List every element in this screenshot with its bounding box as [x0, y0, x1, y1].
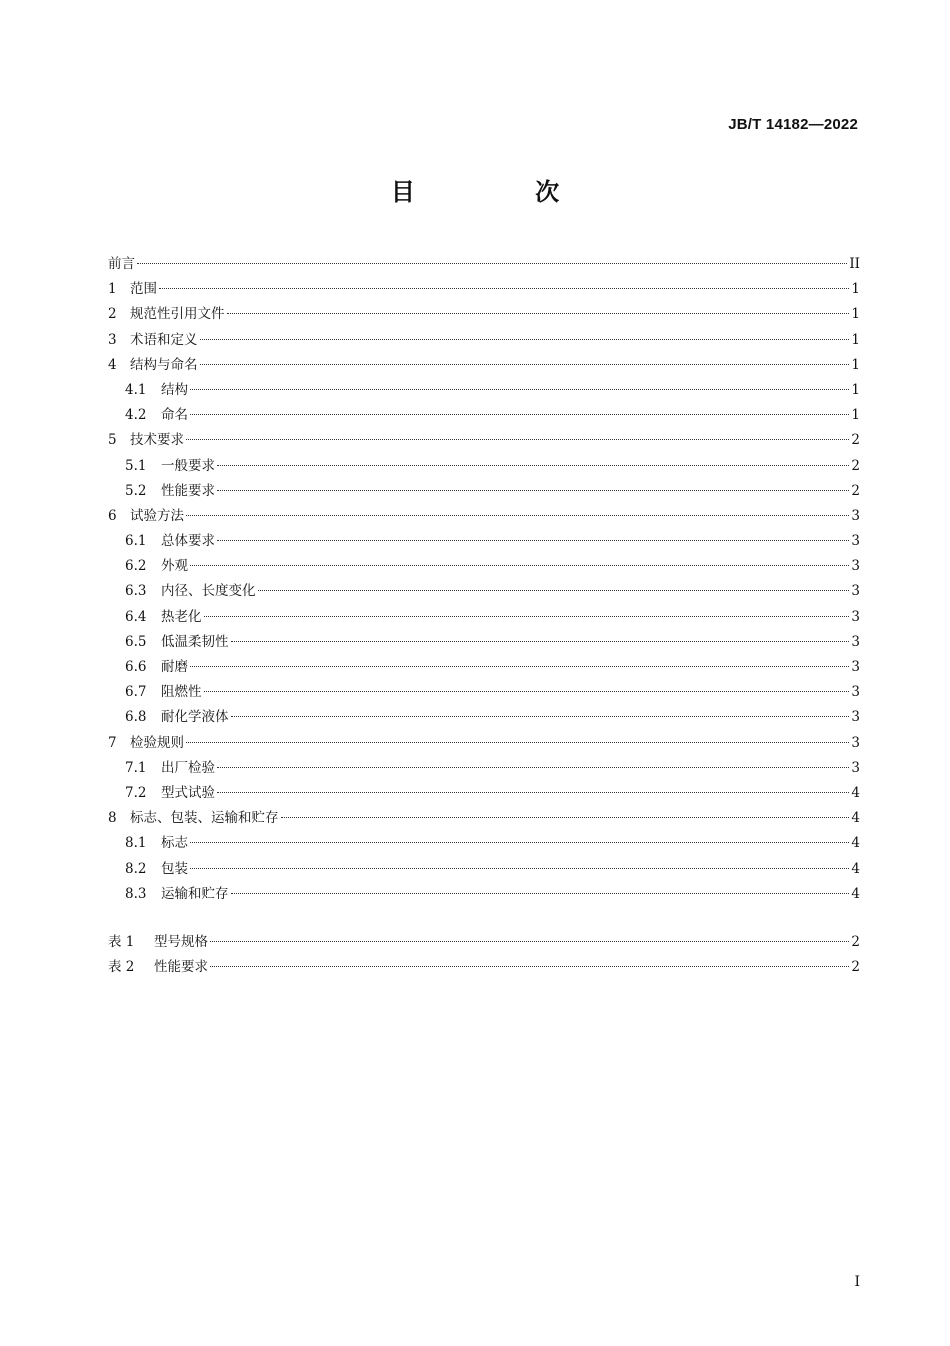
toc-entry-label: 型式试验	[161, 784, 215, 801]
toc-entry-page: 2	[851, 934, 860, 950]
toc-entry-label: 结构与命名	[130, 356, 198, 373]
toc-entry-label: 术语和定义	[130, 331, 198, 348]
toc-entry-label: 标志、包装、运输和贮存	[130, 810, 279, 827]
toc-entry-page: 3	[851, 734, 860, 751]
table-of-contents	[108, 252, 860, 907]
toc-entry-number: 6.3	[125, 583, 147, 600]
toc-entry-number: 表 2	[108, 959, 135, 976]
toc-entry[interactable]	[108, 353, 860, 378]
toc-entry-label: 检验规则	[130, 734, 184, 751]
toc-entry[interactable]	[108, 955, 860, 980]
toc-entry-page: 2	[851, 482, 860, 499]
dot-leader	[281, 817, 850, 818]
toc-entry-page: 2	[851, 457, 860, 474]
toc-entry-page: 2	[851, 432, 860, 449]
toc-entry-page: 3	[851, 507, 860, 524]
toc-entry[interactable]	[108, 930, 860, 955]
toc-entry[interactable]	[108, 328, 860, 353]
toc-entry[interactable]	[108, 579, 860, 604]
dot-leader	[190, 389, 849, 390]
dot-leader	[186, 742, 849, 743]
toc-entry-number: 1	[108, 281, 117, 298]
toc-entry-page: 1	[851, 407, 860, 424]
dot-leader	[204, 691, 850, 692]
toc-entry-label: 技术要求	[130, 432, 184, 449]
toc-entry-number: 7.2	[125, 784, 147, 801]
toc-entry-label: 性能要求	[154, 959, 208, 976]
toc-entry[interactable]	[108, 806, 860, 831]
toc-entry-number: 5.1	[125, 457, 147, 474]
toc-entry-number: 7.1	[125, 759, 147, 776]
toc-entry-page: 1	[851, 331, 860, 348]
page-title: 目 次	[390, 178, 616, 206]
toc-entry[interactable]	[108, 705, 860, 730]
toc-entry-page: 4	[851, 810, 860, 827]
dot-leader	[231, 641, 850, 642]
toc-entry-page: 4	[851, 784, 860, 801]
dot-leader	[190, 565, 849, 566]
toc-entry-number: 6.1	[125, 533, 147, 550]
dot-leader	[186, 515, 849, 516]
dot-leader	[190, 868, 849, 869]
dot-leader	[217, 540, 849, 541]
toc-entry-label: 出厂检验	[161, 759, 215, 776]
toc-entry[interactable]	[108, 680, 860, 705]
toc-entry[interactable]	[108, 756, 860, 781]
toc-entry[interactable]	[108, 454, 860, 479]
toc-entry-page: 3	[851, 558, 860, 575]
toc-entry-label: 命名	[161, 407, 188, 424]
toc-entry-page: 3	[851, 659, 860, 675]
toc-entry-label: 一般要求	[161, 457, 215, 474]
toc-entry-page: 3	[851, 583, 860, 600]
dot-leader	[190, 842, 849, 843]
standard-code: JB/T 14182—2022	[728, 116, 858, 133]
toc-entry[interactable]	[108, 731, 860, 756]
toc-entry-page: 3	[851, 684, 860, 701]
dot-leader	[210, 966, 849, 967]
toc-entry[interactable]	[108, 378, 860, 403]
toc-entry-number: 表 1	[108, 934, 135, 950]
toc-entry-page: 4	[851, 885, 860, 902]
toc-entry-label: 范围	[130, 281, 157, 298]
toc-entry-number: 4.2	[125, 407, 147, 424]
dot-leader	[217, 767, 849, 768]
toc-entry-page: 3	[851, 759, 860, 776]
toc-entry-number: 8	[108, 810, 117, 827]
dot-leader	[204, 616, 850, 617]
toc-entry-number: 6.6	[125, 659, 147, 675]
dot-leader	[231, 893, 850, 894]
dot-leader	[258, 590, 850, 591]
toc-entry-label: 包装	[161, 860, 188, 877]
toc-entry[interactable]	[108, 831, 860, 856]
dot-leader	[190, 414, 849, 415]
toc-entry-number: 6.2	[125, 558, 147, 575]
toc-entry-number: 6.5	[125, 633, 147, 650]
toc-entry[interactable]	[108, 302, 860, 327]
toc-entry-label: 外观	[161, 558, 188, 575]
toc-entry-number: 7	[108, 734, 117, 751]
toc-entry[interactable]	[108, 882, 860, 907]
toc-entry[interactable]	[108, 277, 860, 302]
toc-entry-number: 3	[108, 331, 117, 348]
toc-entry-label: 阻燃性	[161, 684, 202, 701]
toc-entry-page: 4	[851, 835, 860, 852]
toc-entry-label: 内径、长度变化	[161, 583, 256, 600]
dot-leader	[210, 941, 849, 942]
toc-entry[interactable]	[108, 252, 860, 277]
page-number: I	[854, 1274, 860, 1290]
dot-leader	[217, 490, 849, 491]
toc-entry[interactable]	[108, 479, 860, 504]
toc-entry[interactable]	[108, 630, 860, 655]
toc-entry-label: 结构	[161, 381, 188, 398]
toc-entry-number: 8.1	[125, 835, 147, 852]
dot-leader	[186, 439, 849, 440]
toc-entry-number: 4.1	[125, 381, 147, 398]
toc-entry-page: 1	[851, 281, 860, 298]
toc-entry-label: 运输和贮存	[161, 885, 229, 902]
dot-leader	[231, 716, 850, 717]
toc-entry-page: 1	[851, 381, 860, 398]
dot-leader	[200, 339, 850, 340]
toc-entry-page: 2	[851, 959, 860, 976]
toc-entry[interactable]	[108, 504, 860, 529]
toc-entry[interactable]	[108, 428, 860, 453]
dot-leader	[190, 666, 849, 667]
toc-entry-number: 2	[108, 306, 117, 323]
toc-entry[interactable]	[108, 857, 860, 882]
toc-entry[interactable]	[108, 554, 860, 579]
toc-entry-label: 耐化学液体	[161, 709, 229, 726]
toc-entry-number: 8.2	[125, 860, 147, 877]
toc-entry[interactable]	[108, 781, 860, 806]
toc-entry-page: 3	[851, 608, 860, 625]
toc-entry-label: 总体要求	[161, 533, 215, 550]
toc-entry-page: 3	[851, 533, 860, 550]
toc-entry-number: 5	[108, 432, 117, 449]
toc-entry-page: II	[849, 256, 860, 272]
toc-entry-number: 4	[108, 356, 117, 373]
dot-leader	[159, 288, 849, 289]
toc-entry-number: 6.7	[125, 684, 147, 701]
toc-entry-number: 6.8	[125, 709, 147, 726]
toc-entry-label: 型号规格	[154, 934, 208, 950]
toc-entry-label: 规范性引用文件	[130, 306, 225, 323]
toc-entry-label: 耐磨	[161, 659, 188, 675]
toc-entry-number: 6.4	[125, 608, 147, 625]
toc-entry-number: 8.3	[125, 885, 147, 902]
toc-entry-label: 低温柔韧性	[161, 633, 229, 650]
toc-entry-page: 3	[851, 709, 860, 726]
dot-leader	[217, 465, 849, 466]
dot-leader	[137, 263, 847, 264]
dot-leader	[227, 313, 850, 314]
toc-entry-label: 前言	[108, 256, 135, 272]
toc-entry-label: 试验方法	[130, 507, 184, 524]
toc-entry[interactable]	[108, 529, 860, 554]
toc-entry-label: 性能要求	[161, 482, 215, 499]
toc-entry-page: 3	[851, 633, 860, 650]
dot-leader	[217, 792, 849, 793]
toc-entry-label: 标志	[161, 835, 188, 852]
toc-entry[interactable]	[108, 655, 860, 680]
toc-entry-number: 5.2	[125, 482, 147, 499]
dot-leader	[200, 364, 850, 365]
toc-entry-page: 1	[851, 356, 860, 373]
toc-entry-number: 6	[108, 507, 117, 524]
toc-entry-page: 4	[851, 860, 860, 877]
toc-entry-page: 1	[851, 306, 860, 323]
list-of-tables	[108, 930, 860, 980]
toc-entry-label: 热老化	[161, 608, 202, 625]
toc-entry[interactable]	[108, 403, 860, 428]
toc-entry[interactable]	[108, 605, 860, 630]
